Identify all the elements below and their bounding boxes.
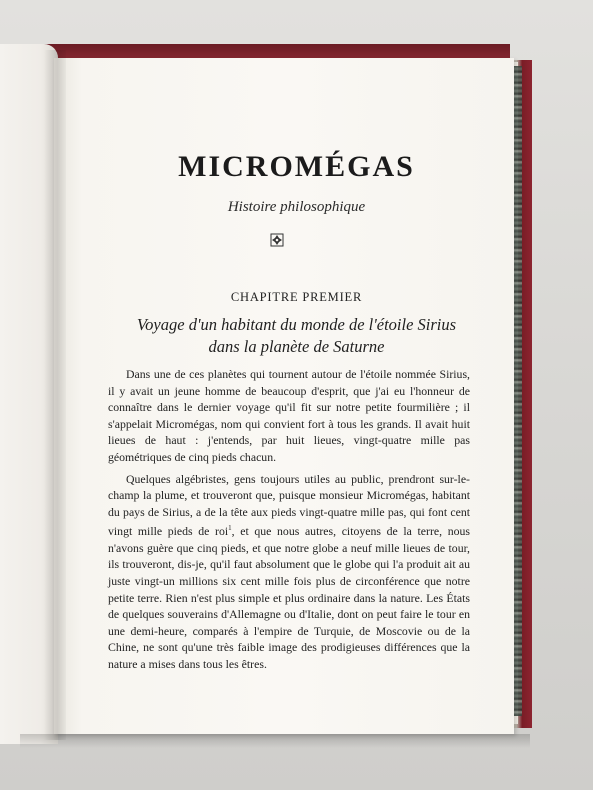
chapter-title <box>0 314 593 358</box>
chapter-title-line-1: Voyage d'un habitant du monde de l'étoile Sirius <box>136 315 457 334</box>
body-text <box>108 366 470 678</box>
footnote-marker: 1 <box>228 524 232 533</box>
book-title: MICROMÉGAS <box>178 150 415 183</box>
fleuron-ornament-icon <box>270 233 284 247</box>
bottom-shadow <box>20 734 530 748</box>
chapter-title-line-2: dans la planète de Saturne <box>208 337 385 356</box>
chapter-heading: CHAPITRE PREMIER <box>230 290 363 304</box>
paragraph-1: Dans une de ces planètes qui tournent autour de l'étoile nommée Sirius, il y avait un jeune homme de beaucoup d'esprit, que j'ai eu l'honneur de connaître dans le dernier voyage qu'il fit sur notre petite fourmilière ; il s'appelait Micromégas, nom qui convient fort à tous les grands. Il avait huit lieues de haut : j'entends, par huit lieues, vingt-quatre mille pas géométriques de cinq pieds chacun. <box>108 367 470 464</box>
book-subtitle: Histoire philosophique <box>227 199 366 215</box>
paragraph-2-start: Quelques algébristes, gens toujours utiles au public, prendront sur-le-champ la plume, et trouveront que, puisque monsieur Micromégas, habitant du pays de Sirius, a de la tête aux pieds vingt-quatre mille pas, qui font cent vingt mille pieds de roi <box>108 471 470 539</box>
paragraph-2-end: , et que nous autres, citoyens de la terre, nous n'avons guère que cinq pieds, et que notre globe a neuf mille lieues de tour, ils trouveront, dis-je, qu'il faut absolument que le globe qui l'a produit ait au juste vingt-un millions six cent mille fois plus de circonférence que notre petite terre. Rien n'est plus simple et plus ordinaire dans la nature. Les États de quelques souverains d'Allemagne ou d'Italie, dont on peut faire le tour en une demi-heure, comparés à l'empire de Turquie, de Moscovie ou de la Chine, ne sont qu'une très faible image des prodigieuses différences que la nature a mises dans tous les êtres. <box>108 524 471 672</box>
paragraph-2 <box>108 471 470 673</box>
